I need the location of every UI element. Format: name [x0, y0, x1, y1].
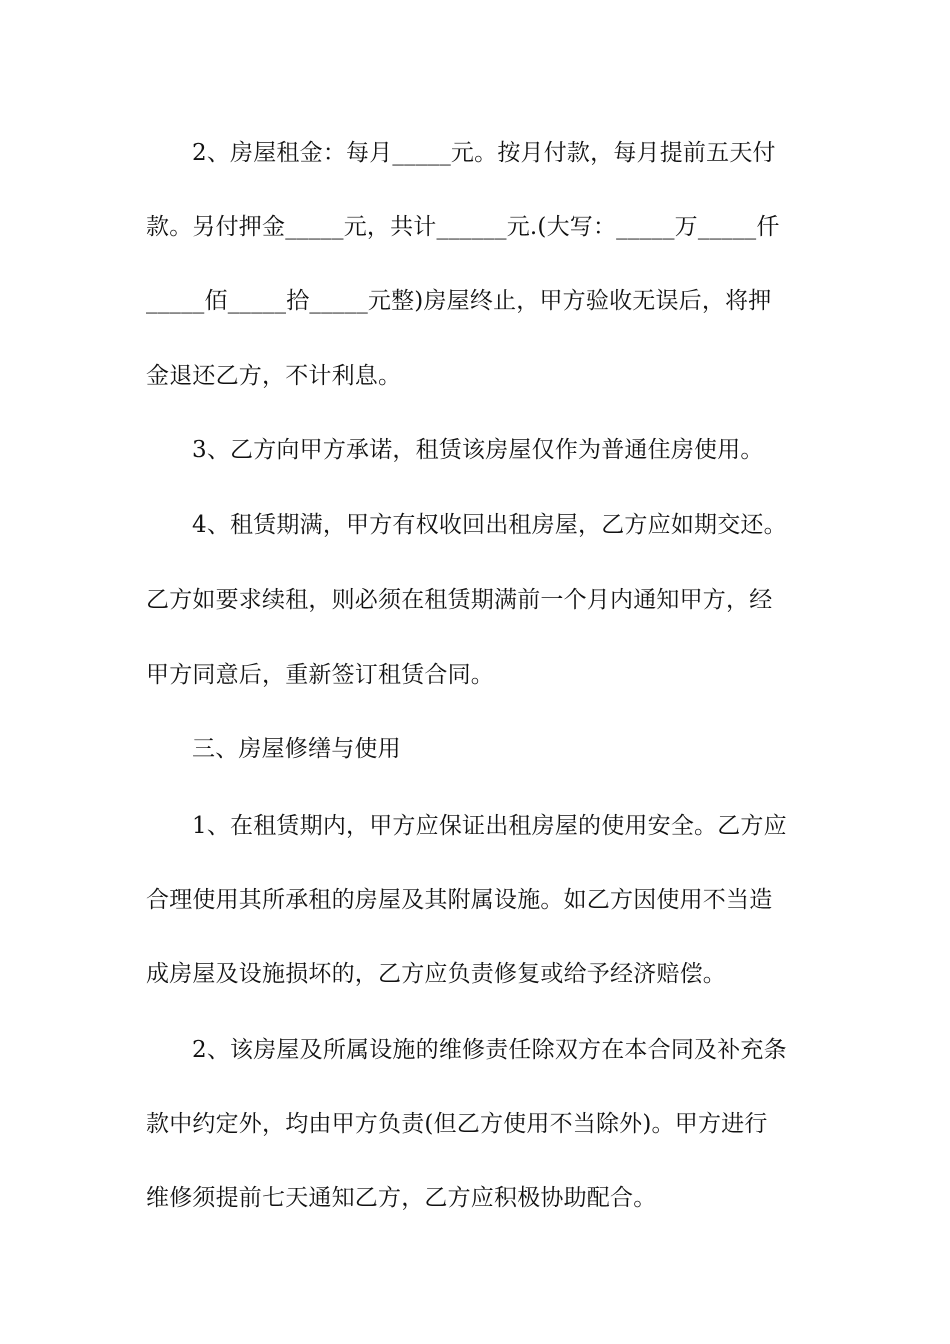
text-line: 2、房屋租金：每月_____元。按月付款，每月提前五天付: [192, 140, 776, 166]
text-line: _____佰_____拾_____元整)房屋终止，甲方验收无误后，将押: [146, 288, 772, 314]
section-heading: 三、房屋修缮与使用: [192, 736, 401, 762]
text-line: 款。另付押金_____元，共计______元.(大写：_____万_____仟: [146, 214, 780, 240]
text-line: 成房屋及设施损坏的，乙方应负责修复或给予经济赔偿。: [146, 961, 726, 987]
text-line: 甲方同意后，重新签订租赁合同。: [146, 662, 494, 688]
text-line: 款中约定外，均由甲方负责(但乙方使用不当除外)。甲方进行: [146, 1111, 768, 1137]
text-line: 维修须提前七天通知乙方，乙方应积极协助配合。: [146, 1185, 657, 1211]
text-line: 2、该房屋及所属设施的维修责任除双方在本合同及补充条: [192, 1037, 787, 1063]
text-line: 合理使用其所承租的房屋及其附属设施。如乙方因使用不当造: [146, 887, 773, 913]
text-line: 4、租赁期满，甲方有权收回出租房屋，乙方应如期交还。: [192, 512, 787, 538]
text-line: 乙方如要求续租，则必须在租赁期满前一个月内通知甲方，经: [146, 587, 773, 613]
text-line: 金退还乙方，不计利息。: [146, 363, 402, 389]
text-line: 3、乙方向甲方承诺，租赁该房屋仅作为普通住房使用。: [192, 437, 764, 463]
text-line: 1、在租赁期内，甲方应保证出租房屋的使用安全。乙方应: [192, 813, 787, 839]
